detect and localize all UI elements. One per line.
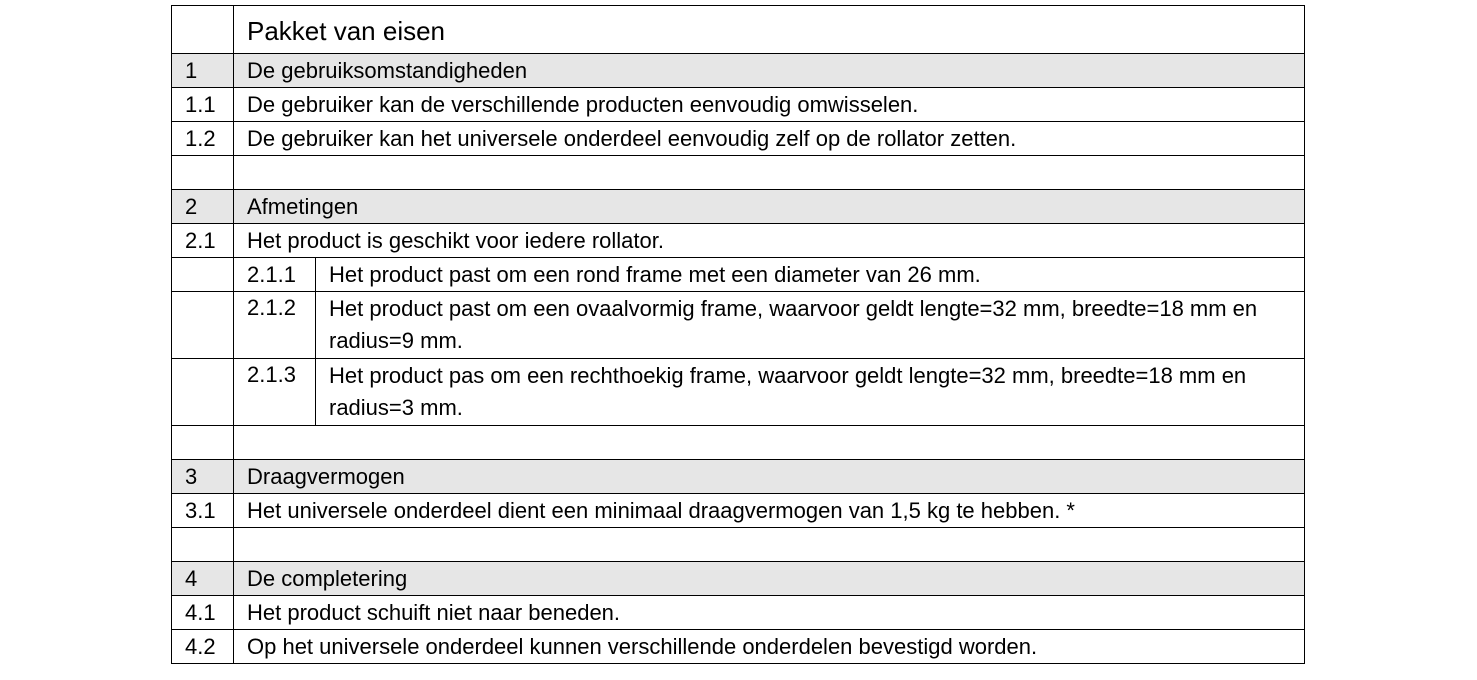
requirement-row bbox=[172, 494, 1305, 528]
requirement-row bbox=[172, 122, 1305, 156]
empty-cell bbox=[172, 426, 234, 460]
empty-cell bbox=[234, 426, 1305, 460]
requirement-number: 1.2 bbox=[172, 122, 234, 156]
requirement-number: 1.1 bbox=[172, 88, 234, 122]
requirement-number: 4.1 bbox=[172, 596, 234, 630]
requirement-number: 3.1 bbox=[172, 494, 234, 528]
requirement-text: Op het universele onderdeel kunnen verschillende onderdelen bevestigd worden. bbox=[234, 630, 1305, 664]
requirements-table bbox=[171, 5, 1305, 664]
empty-cell bbox=[172, 359, 234, 426]
empty-cell bbox=[172, 258, 234, 292]
empty-row bbox=[172, 156, 1305, 190]
requirement-text: Het product is geschikt voor iedere rollator. bbox=[234, 224, 1305, 258]
section-row bbox=[172, 460, 1305, 494]
section-row bbox=[172, 562, 1305, 596]
sub-requirement-text: Het product past om een ovaalvormig frame, waarvoor geldt lengte=32 mm, breedte=18 mm en radius=9 mm. bbox=[316, 292, 1305, 359]
section-row bbox=[172, 190, 1305, 224]
sub-requirement-text: Het product pas om een rechthoekig frame, waarvoor geldt lengte=32 mm, breedte=18 mm en radius=3 mm. bbox=[316, 359, 1305, 426]
section-heading: Draagvermogen bbox=[234, 460, 1305, 494]
sub-requirement-text: Het product past om een rond frame met een diameter van 26 mm. bbox=[316, 258, 1305, 292]
requirement-number: 1 bbox=[172, 54, 234, 88]
requirement-row bbox=[172, 596, 1305, 630]
requirement-row bbox=[172, 630, 1305, 664]
requirement-text: Het universele onderdeel dient een minimaal draagvermogen van 1,5 kg te hebben. * bbox=[234, 494, 1305, 528]
sub-requirement-number: 2.1.2 bbox=[234, 292, 316, 359]
empty-cell bbox=[172, 156, 234, 190]
sub-requirement-number: 2.1.3 bbox=[234, 359, 316, 426]
sub-requirement-number: 2.1.1 bbox=[234, 258, 316, 292]
empty-cell bbox=[234, 528, 1305, 562]
section-heading: Afmetingen bbox=[234, 190, 1305, 224]
sub-requirement-row bbox=[172, 292, 1305, 359]
title-row bbox=[172, 6, 1305, 54]
empty-cell bbox=[172, 292, 234, 359]
empty-row bbox=[172, 426, 1305, 460]
empty-cell bbox=[234, 156, 1305, 190]
requirement-number: 2.1 bbox=[172, 224, 234, 258]
requirement-number: 4 bbox=[172, 562, 234, 596]
requirement-text: De gebruiker kan het universele onderdeel eenvoudig zelf op de rollator zetten. bbox=[234, 122, 1305, 156]
requirement-row bbox=[172, 224, 1305, 258]
requirement-number: 3 bbox=[172, 460, 234, 494]
section-row bbox=[172, 54, 1305, 88]
table-title: Pakket van eisen bbox=[234, 6, 1305, 54]
requirement-row bbox=[172, 88, 1305, 122]
requirement-number: 2 bbox=[172, 190, 234, 224]
empty-row bbox=[172, 528, 1305, 562]
empty-cell bbox=[172, 528, 234, 562]
sub-requirement-row bbox=[172, 258, 1305, 292]
sub-requirement-row bbox=[172, 359, 1305, 426]
requirement-text: Het product schuift niet naar beneden. bbox=[234, 596, 1305, 630]
empty-cell bbox=[172, 6, 234, 54]
section-heading: De completering bbox=[234, 562, 1305, 596]
requirement-number: 4.2 bbox=[172, 630, 234, 664]
section-heading: De gebruiksomstandigheden bbox=[234, 54, 1305, 88]
requirement-text: De gebruiker kan de verschillende producten eenvoudig omwisselen. bbox=[234, 88, 1305, 122]
